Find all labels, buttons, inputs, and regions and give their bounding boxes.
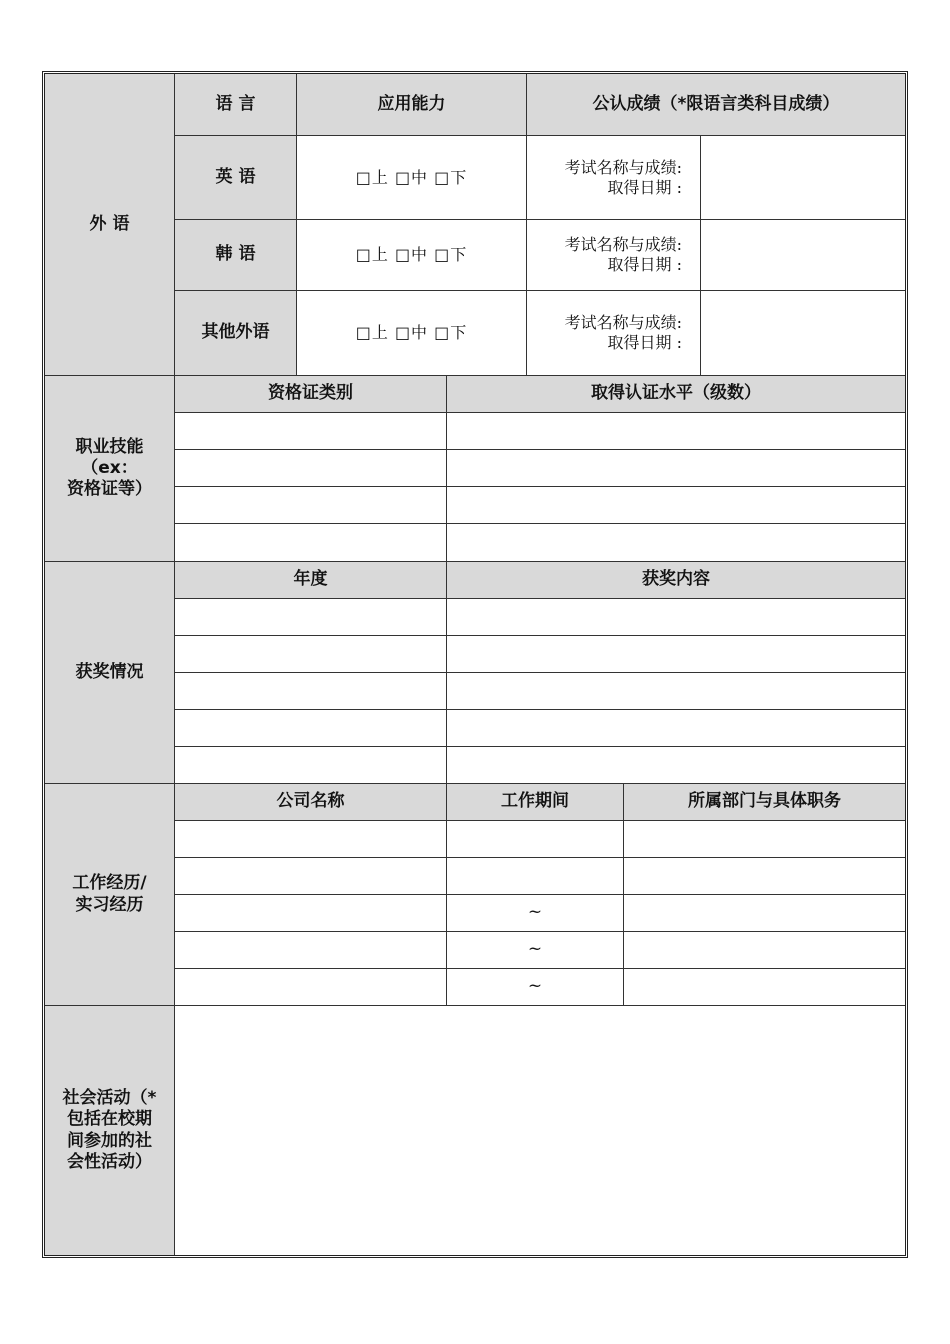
other-exam-name-label: 考试名称与成绩:	[564, 313, 682, 332]
korean-exam-date-label: 取得日期 :	[607, 255, 682, 274]
skills-category-input[interactable]	[175, 487, 447, 524]
section-skills-label: 职业技能 （ex： 资格证等）	[45, 376, 175, 562]
section-language-label: 外 语	[45, 74, 175, 376]
skills-header-category: 资格证类别	[175, 376, 447, 413]
awards-content-input[interactable]	[447, 599, 905, 636]
language-english-label: 英 语	[175, 136, 297, 220]
skills-level-input[interactable]	[447, 413, 905, 450]
awards-content-input[interactable]	[447, 710, 905, 747]
section-work-label: 工作经历/ 实习经历	[45, 784, 175, 1006]
awards-header-year: 年度	[175, 562, 447, 599]
english-exam-date-label: 取得日期 :	[607, 177, 682, 197]
other-exam-date-label: 取得日期 :	[607, 333, 682, 352]
work-header-position: 所属部门与具体职务	[624, 784, 905, 821]
awards-year-input[interactable]	[175, 747, 447, 784]
work-period-input[interactable]	[447, 858, 624, 895]
skills-level-input[interactable]	[447, 487, 905, 524]
skills-category-input[interactable]	[175, 524, 447, 562]
english-level-checkboxes[interactable]: □上 □中 □下	[297, 136, 527, 220]
social-activities-input[interactable]	[175, 1006, 905, 1255]
work-position-input[interactable]	[624, 932, 905, 969]
work-position-input[interactable]	[624, 969, 905, 1006]
work-header-company: 公司名称	[175, 784, 447, 821]
awards-content-input[interactable]	[447, 636, 905, 673]
work-company-input[interactable]	[175, 969, 447, 1006]
section-social-label: 社会活动（* 包括在校期 间参加的社 会性活动）	[45, 1006, 175, 1255]
work-company-input[interactable]	[175, 932, 447, 969]
other-exam-label	[527, 291, 701, 376]
work-company-input[interactable]	[175, 858, 447, 895]
korean-exam-input[interactable]	[701, 220, 905, 291]
awards-year-input[interactable]	[175, 599, 447, 636]
korean-exam-label	[527, 220, 701, 291]
awards-content-input[interactable]	[447, 747, 905, 784]
skills-level-input[interactable]	[447, 524, 905, 562]
work-company-input[interactable]	[175, 821, 447, 858]
work-period-input[interactable]: ~	[447, 895, 624, 932]
skills-category-input[interactable]	[175, 413, 447, 450]
work-period-input[interactable]	[447, 821, 624, 858]
awards-year-input[interactable]	[175, 710, 447, 747]
skills-category-input[interactable]	[175, 450, 447, 487]
header-ability: 应用能力	[297, 74, 527, 136]
header-language: 语 言	[175, 74, 297, 136]
skills-header-level: 取得认证水平（级数）	[447, 376, 905, 413]
awards-header-content: 获奖内容	[447, 562, 905, 599]
other-level-checkboxes[interactable]: □上 □中 □下	[297, 291, 527, 376]
work-period-input[interactable]: ~	[447, 969, 624, 1006]
awards-content-input[interactable]	[447, 673, 905, 710]
work-header-period: 工作期间	[447, 784, 624, 821]
work-position-input[interactable]	[624, 858, 905, 895]
korean-exam-name-label: 考试名称与成绩:	[564, 235, 682, 254]
english-exam-input[interactable]	[701, 136, 905, 220]
skills-level-input[interactable]	[447, 450, 905, 487]
work-company-input[interactable]	[175, 895, 447, 932]
header-official-score: 公认成绩（*限语言类科目成绩）	[527, 74, 905, 136]
language-korean-label: 韩 语	[175, 220, 297, 291]
awards-year-input[interactable]	[175, 673, 447, 710]
section-awards-label: 获奖情况	[45, 562, 175, 784]
language-other-label: 其他外语	[175, 291, 297, 376]
other-exam-input[interactable]	[701, 291, 905, 376]
awards-year-input[interactable]	[175, 636, 447, 673]
work-position-input[interactable]	[624, 821, 905, 858]
work-period-input[interactable]: ~	[447, 932, 624, 969]
work-position-input[interactable]	[624, 895, 905, 932]
english-exam-name-label: 考试名称与成绩:	[564, 157, 682, 177]
korean-level-checkboxes[interactable]: □上 □中 □下	[297, 220, 527, 291]
english-exam-label	[527, 136, 701, 220]
resume-form-table	[42, 71, 908, 1258]
